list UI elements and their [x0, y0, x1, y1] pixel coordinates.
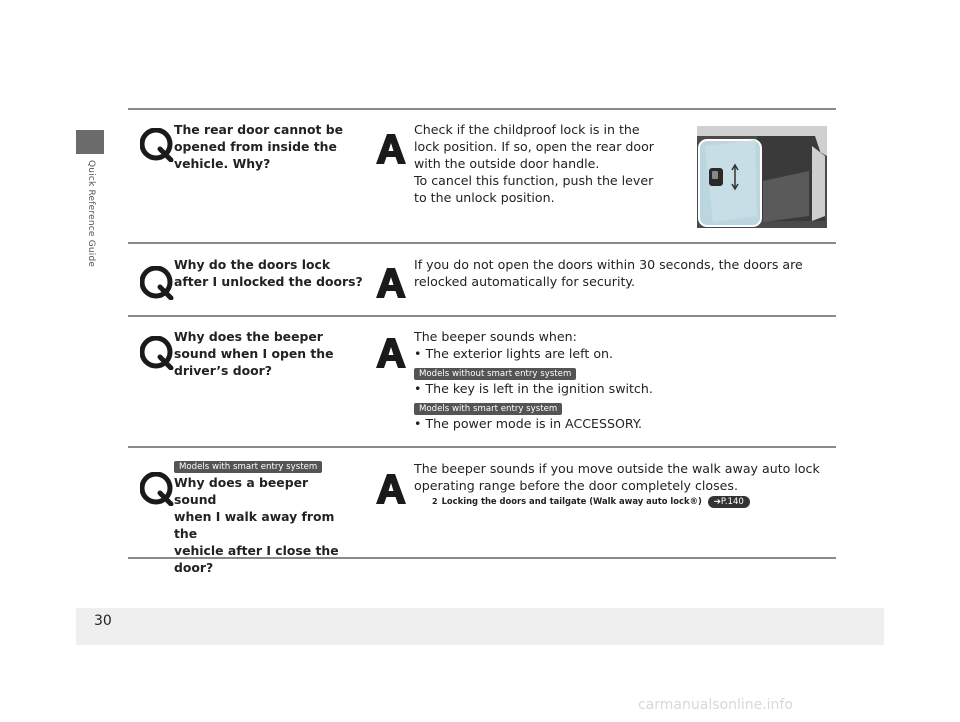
sidebar-label: Quick Reference Guide [86, 160, 96, 268]
bullet-item: • The power mode is in ACCESSORY. [414, 416, 642, 431]
footer-bar [104, 608, 884, 645]
answer-icon [374, 132, 408, 166]
divider [128, 315, 836, 317]
page-reference-badge[interactable]: ➔P.140 [708, 496, 750, 508]
bullet-item: • The exterior lights are left on. [414, 346, 614, 361]
answer-intro: The beeper sounds when: [414, 329, 577, 344]
answer-text: Check if the childproof lock is in the lock position. If so, open the rear door with the outside door handle. To cancel this function, push the lever to the unlock position. [414, 122, 654, 205]
question-icon [140, 336, 174, 370]
reference-arrow-icon: 2 [432, 497, 438, 506]
answer-text: If you do not open the doors within 30 seconds, the doors are relocked automatically for security. [414, 257, 803, 289]
childproof-lock-illustration [697, 126, 827, 228]
cross-reference-link[interactable] [432, 496, 750, 508]
question-text: Why do the doors lock after I unlocked the doors? [174, 257, 363, 289]
sidebar-tab [76, 130, 104, 154]
question-text: The rear door cannot be opened from inside the vehicle. Why? [174, 122, 343, 171]
answer-icon [374, 336, 408, 370]
question-icon [140, 472, 174, 506]
model-badge: Models with smart entry system [414, 403, 562, 415]
answer-text: The beeper sounds if you move outside the walk away auto lock operating range before the door completely closes. [414, 461, 820, 493]
answer-icon [374, 266, 408, 300]
divider [128, 446, 836, 448]
model-badge: Models with smart entry system [174, 461, 322, 473]
bullet-item: • The key is left in the ignition switch. [414, 381, 653, 396]
model-badge: Models without smart entry system [414, 368, 576, 380]
divider [128, 108, 836, 110]
page-number: 30 [94, 613, 112, 629]
question-text: Why does the beeper sound when I open the driver’s door? [174, 329, 334, 378]
watermark: carmanualsonline.info [638, 697, 793, 713]
divider [128, 242, 836, 244]
question-text: Why does a beeper sound when I walk away from the vehicle after I close the door? [174, 475, 339, 575]
question-icon [140, 266, 174, 300]
answer-icon [374, 472, 408, 506]
reference-text: Locking the doors and tailgate (Walk away auto lock®) [441, 496, 702, 506]
question-icon [140, 128, 174, 162]
